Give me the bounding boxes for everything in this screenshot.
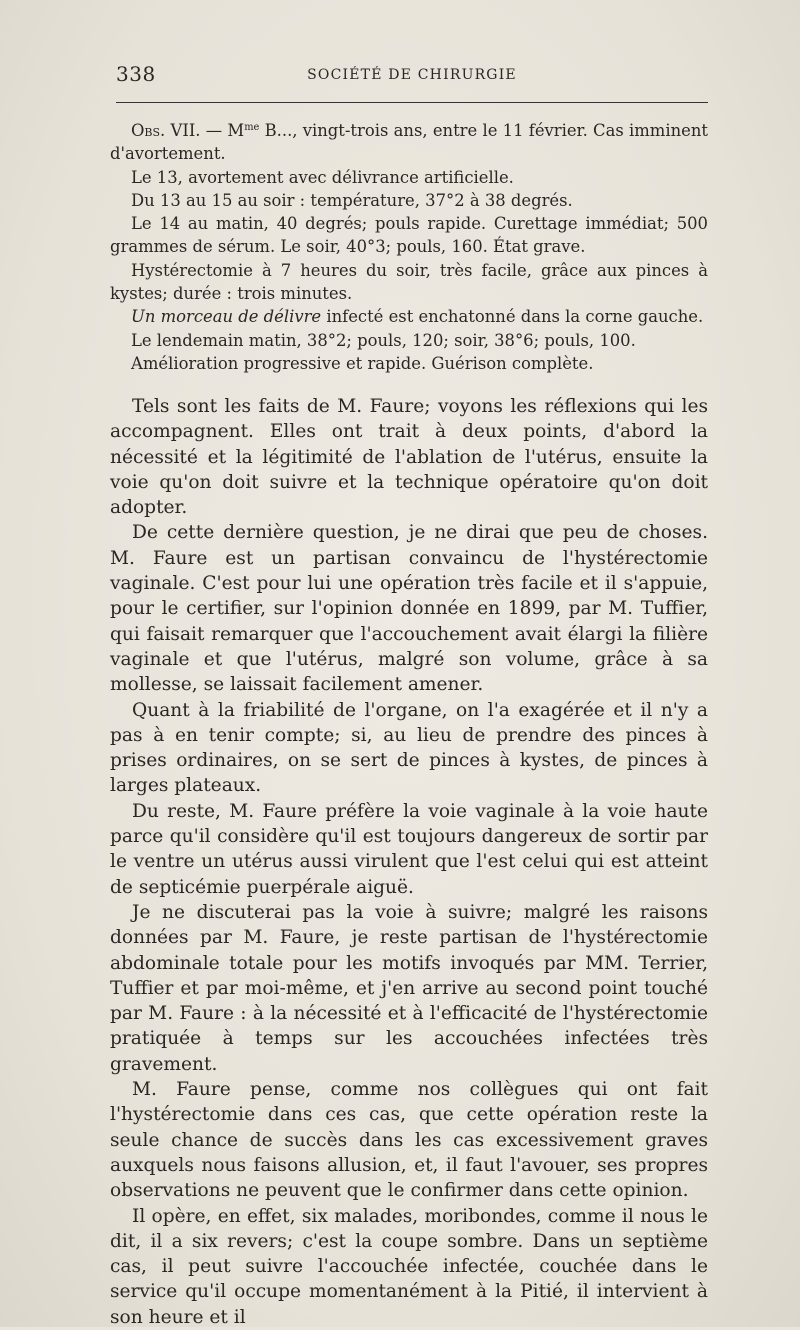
observation-title-sup: me xyxy=(244,122,260,134)
observation-line-italic xyxy=(110,305,708,328)
paragraph: Quant à la friabilité de l'organe, on l'a exagérée et il n'y a pas à en tenir compte; si, au lieu de prendre des pinces à prises ordinaires, on se sert de pinces à kystes, de pinces à larges plateaux. xyxy=(110,699,708,797)
page-number: 338 xyxy=(116,62,156,86)
observation-title: M xyxy=(227,121,245,140)
body-text xyxy=(110,394,708,1330)
observation-line: Le 13, avortement avec délivrance artificielle. xyxy=(131,167,514,187)
observation-label: Obs. VII. xyxy=(131,121,201,140)
paragraph: Tels sont les faits de M. Faure; voyons les réflexions qui les accompagnent. Elles ont trait à deux points, d'abord la nécessité et la légitimité de l'ablation de l'utérus, ensuite la voie qu'on doit suivre et la technique opératoire qu'on doit adopter. xyxy=(110,396,708,519)
paragraph: De cette dernière question, je ne dirai que peu de choses. M. Faure est un partisan convaincu de l'hystérectomie vaginale. C'est pour lui une opération très facile et il s'appuie, pour le certifier, sur l'opinion donnée en 1899, par M. Tuffier, qui faisait remarquer que l'accouchement avait élargi la filière vaginale et que l'utérus, malgré son volume, grâce à sa mollesse, se laissait facilement amener. xyxy=(110,522,708,696)
header-rule xyxy=(116,102,708,103)
observation-line: Amélioration progressive et rapide. Guérison complète. xyxy=(131,353,594,373)
observation-line: Du 13 au 15 au soir : température, 37°2 à 38 degrés. xyxy=(131,190,573,210)
observation-block xyxy=(110,119,708,375)
paragraph: M. Faure pense, comme nos collègues qui ont fait l'hystérectomie dans ces cas, que cette opération reste la seule chance de succès dans les cas excessivement graves auxquels nous faisons allusion, et, il faut l'avouer, ses propres observations ne peuvent que le confirmer dans cette opinion. xyxy=(110,1079,708,1202)
observation-line: Hystérectomie à 7 heures du soir, très facile, grâce aux pinces à kystes; durée : trois minutes. xyxy=(110,260,708,304)
italic-rest: infecté est enchatonné dans la corne gauche. xyxy=(321,307,704,327)
observation-lead-rest: B..., vingt-trois ans, entre le 11 février. Cas imminent d'avortement. xyxy=(110,121,708,164)
italic-phrase: Un morceau de délivre xyxy=(131,307,322,327)
paragraph: Je ne discuterai pas la voie à suivre; malgré les raisons données par M. Faure, je reste partisan de l'hystérectomie abdominale totale pour les motifs invoqués par MM. Terrier, Tuffier et par moi-même, et j'en arrive au second point touché par M. Faure : à la nécessité et à l'efficacité de l'hystérectomie pratiquée à temps sur les accouchées infectées très gravement. xyxy=(110,901,708,1075)
running-title: SOCIÉTÉ DE CHIRURGIE xyxy=(307,67,517,83)
observation-line: Le lendemain matin, 38°2; pouls, 120; soir, 38°6; pouls, 100. xyxy=(131,330,636,350)
page-header xyxy=(116,62,708,88)
paragraph: Il opère, en effet, six malades, moribondes, comme il nous le dit, il a six revers; c'est la coupe sombre. Dans un septième cas, il peut suivre l'accouchée infectée, couchée dans le service qu'il occupe momentanément à la Pitié, il intervient à son heure et il xyxy=(110,1205,708,1328)
observation-lead: Obs. VII. — $M^{me}$ B..., vingt-trois ans, entre le 11 février. Cas imminent d'avortement. xyxy=(110,121,708,164)
observation-line: Le 14 au matin, 40 degrés; pouls rapide. Curettage immédiat; 500 grammes de sérum. Le soir, 40°3; pouls, 160. État grave. xyxy=(110,214,708,257)
paragraph: Du reste, M. Faure préfère la voie vaginale à la voie haute parce qu'il considère qu'il est toujours dangereux de sortir par le ventre un utérus aussi virulent que l'est celui qui est atteint de septicémie puerpérale aiguë. xyxy=(110,800,708,898)
